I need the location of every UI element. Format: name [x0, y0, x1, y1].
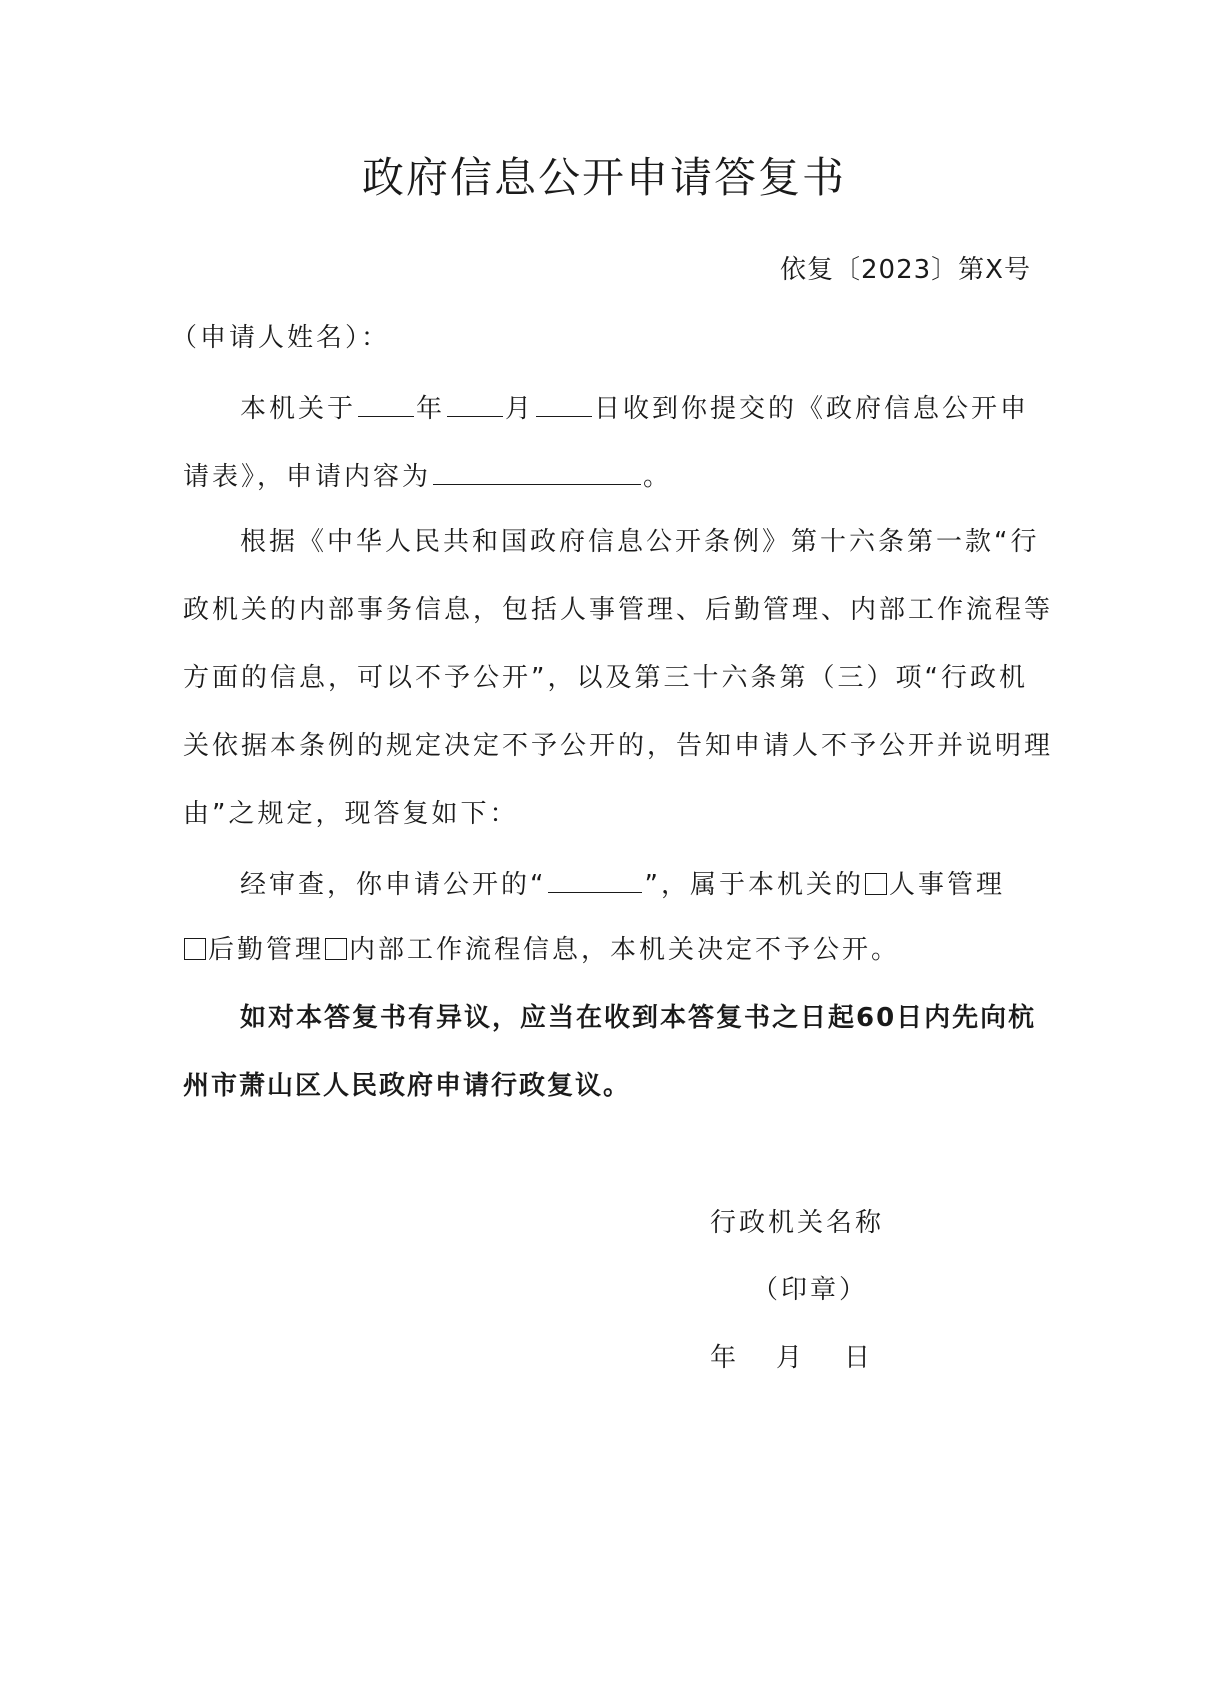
- checkbox-internal-workflow[interactable]: [325, 938, 347, 960]
- seal-label: （印章）: [752, 1275, 869, 1305]
- para1-line1: 本机关于 年 月 日收到你提交的《政府信息公开申: [240, 386, 1029, 426]
- blank-content: [433, 454, 641, 485]
- para4-line2: 州市萧山区人民政府申请行政复议。: [183, 1071, 632, 1101]
- para2-line4: 关依据本条例的规定决定不予公开的，告知申请人不予公开并说明理: [183, 731, 1054, 761]
- document-number: 依复〔2023〕第X号: [780, 255, 1031, 285]
- date-day: 日: [844, 1343, 874, 1373]
- date-month: 月: [776, 1343, 806, 1373]
- checkbox-personnel[interactable]: [865, 873, 887, 895]
- blank-year: [358, 386, 414, 417]
- blank-day: [536, 386, 592, 417]
- para1-line2: 请表》，申请内容为 。: [183, 454, 672, 494]
- date-year: 年: [710, 1343, 740, 1373]
- blank-requested-info: [548, 862, 642, 893]
- agency-name: 行政机关名称: [710, 1208, 885, 1238]
- para2-line3: 方面的信息，可以不予公开”，以及第三十六条第（三）项“行政机: [183, 663, 1028, 693]
- para3-line1: 经审查，你申请公开的“ ”，属于本机关的 人事管理: [240, 862, 1005, 902]
- para2-line5: 由”之规定，现答复如下：: [183, 799, 519, 829]
- document-title: 政府信息公开申请答复书: [361, 153, 846, 202]
- checkbox-logistics[interactable]: [184, 938, 206, 960]
- blank-month: [447, 386, 503, 417]
- para2-line1: 根据《中华人民共和国政府信息公开条例》第十六条第一款“行: [240, 527, 1040, 557]
- para4-line1: 如对本答复书有异议，应当在收到本答复书之日起60日内先向杭: [240, 1003, 1037, 1033]
- salutation: （申请人姓名）：: [171, 323, 391, 353]
- para2-line2: 政机关的内部事务信息，包括人事管理、后勤管理、内部工作流程等: [183, 595, 1054, 625]
- para3-line2: 后勤管理 内部工作流程信息，本机关决定不予公开。: [183, 930, 900, 970]
